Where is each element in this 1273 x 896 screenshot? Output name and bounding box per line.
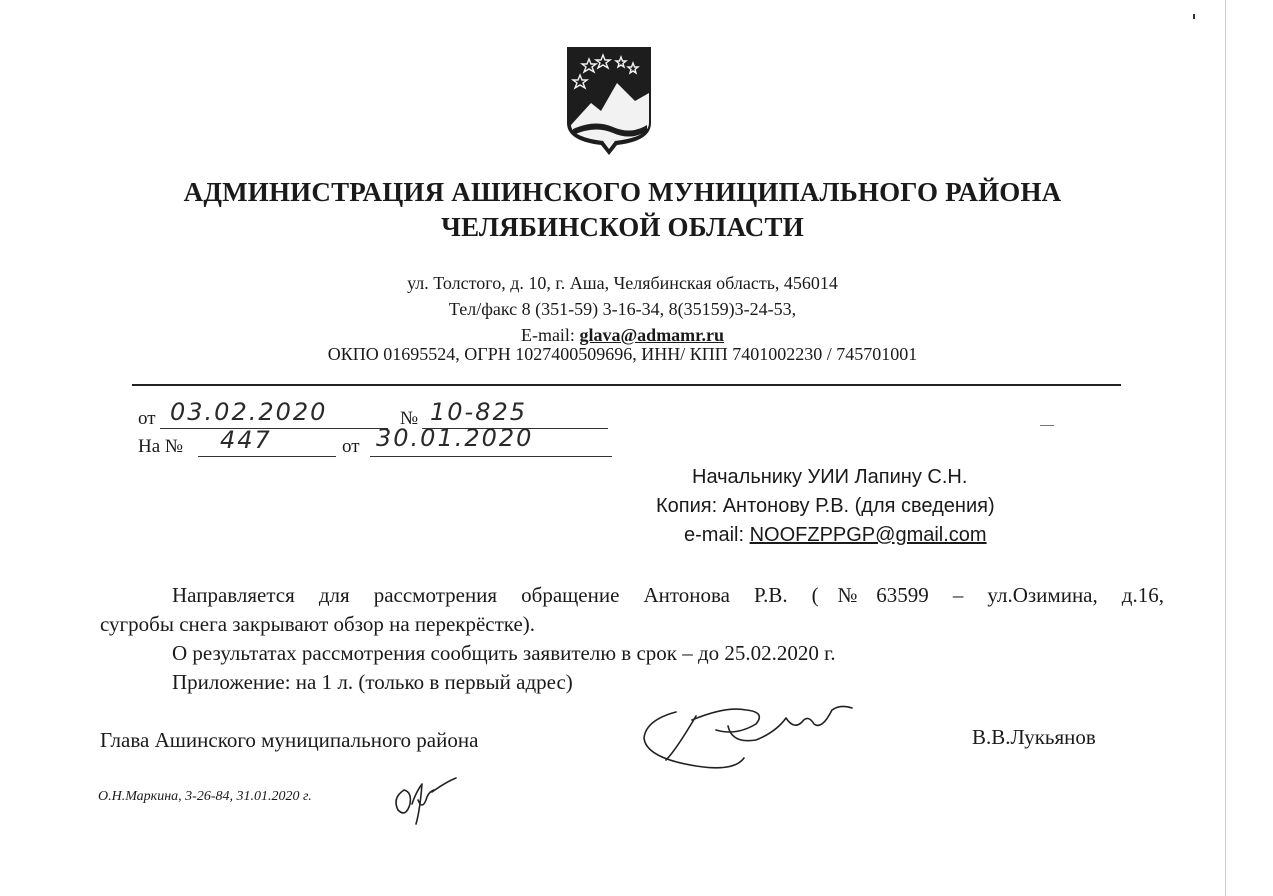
body-paragraph-2: О результатах рассмотрения сообщить заявителю в срок – до 25.02.2020 г.	[172, 641, 836, 665]
scan-edge-line	[1225, 0, 1226, 896]
recipient-email-link[interactable]: NOOFZPPGP@gmail.com	[749, 524, 987, 546]
recipient-email-line	[684, 524, 987, 547]
from-label: от	[138, 408, 156, 429]
org-title-line2: ЧЕЛЯБИНСКОЙ ОБЛАСТИ	[441, 212, 804, 242]
email-label: E-mail:	[520, 325, 580, 345]
coat-of-arms-icon	[565, 45, 653, 155]
scan-speck-2	[1040, 425, 1054, 426]
scan-speck	[1193, 14, 1195, 19]
header-divider	[132, 384, 1121, 386]
date-underline	[160, 428, 388, 429]
ref-number-underline	[198, 456, 336, 457]
ref-from-label: от	[342, 436, 360, 457]
body-paragraph-3: Приложение: на 1 л. (только в первый адрес)	[172, 670, 573, 694]
ref-number: 447	[220, 426, 272, 454]
org-address: ул. Толстого, д. 10, г. Аша, Челябинская область, 456014	[407, 273, 838, 293]
ref-date: 30.01.2020	[376, 424, 534, 452]
reg-number: 10-825	[430, 398, 528, 426]
recipient-line2: Копия: Антонову Р.В. (для сведения)	[656, 495, 995, 517]
recipient-line1: Начальнику УИИ Лапину С.Н.	[692, 466, 968, 488]
body-paragraph-1-line1: Направляется для рассмотрения обращение Антонова Р.В. (№63599 – ул.Озимина, д.16,	[172, 583, 1164, 607]
org-phone: Тел/факс 8 (351-59) 3-16-34, 8(35159)3-24-53,	[448, 299, 797, 319]
executor-initials-mark	[388, 770, 460, 826]
reg-date: 03.02.2020	[170, 398, 328, 426]
signatory-position: Глава Ашинского муниципального района	[100, 728, 479, 752]
recipient-email-label: e-mail:	[684, 524, 750, 546]
signatory-name: В.В.Лукьянов	[972, 725, 1096, 749]
org-email-link[interactable]: glava@admamr.ru	[579, 325, 725, 345]
org-email-line	[0, 325, 1245, 346]
ref-date-underline	[370, 456, 612, 457]
executor-info: О.Н.Маркина, 3-26-84, 31.01.2020 г.	[98, 789, 312, 804]
org-title-line1: АДМИНИСТРАЦИЯ АШИНСКОГО МУНИЦИПАЛЬНОГО РАЙОНА	[183, 177, 1062, 207]
ref-label: На №	[138, 436, 184, 457]
signature-mark	[636, 700, 858, 774]
body-paragraph-1-line2: сугробы снега закрывают обзор на перекрёстке).	[100, 612, 536, 636]
number-label: №	[400, 408, 419, 429]
org-codes: ОКПО 01695524, ОГРН 1027400509696, ИНН/ КПП 7401002230 / 745701001	[327, 344, 918, 364]
